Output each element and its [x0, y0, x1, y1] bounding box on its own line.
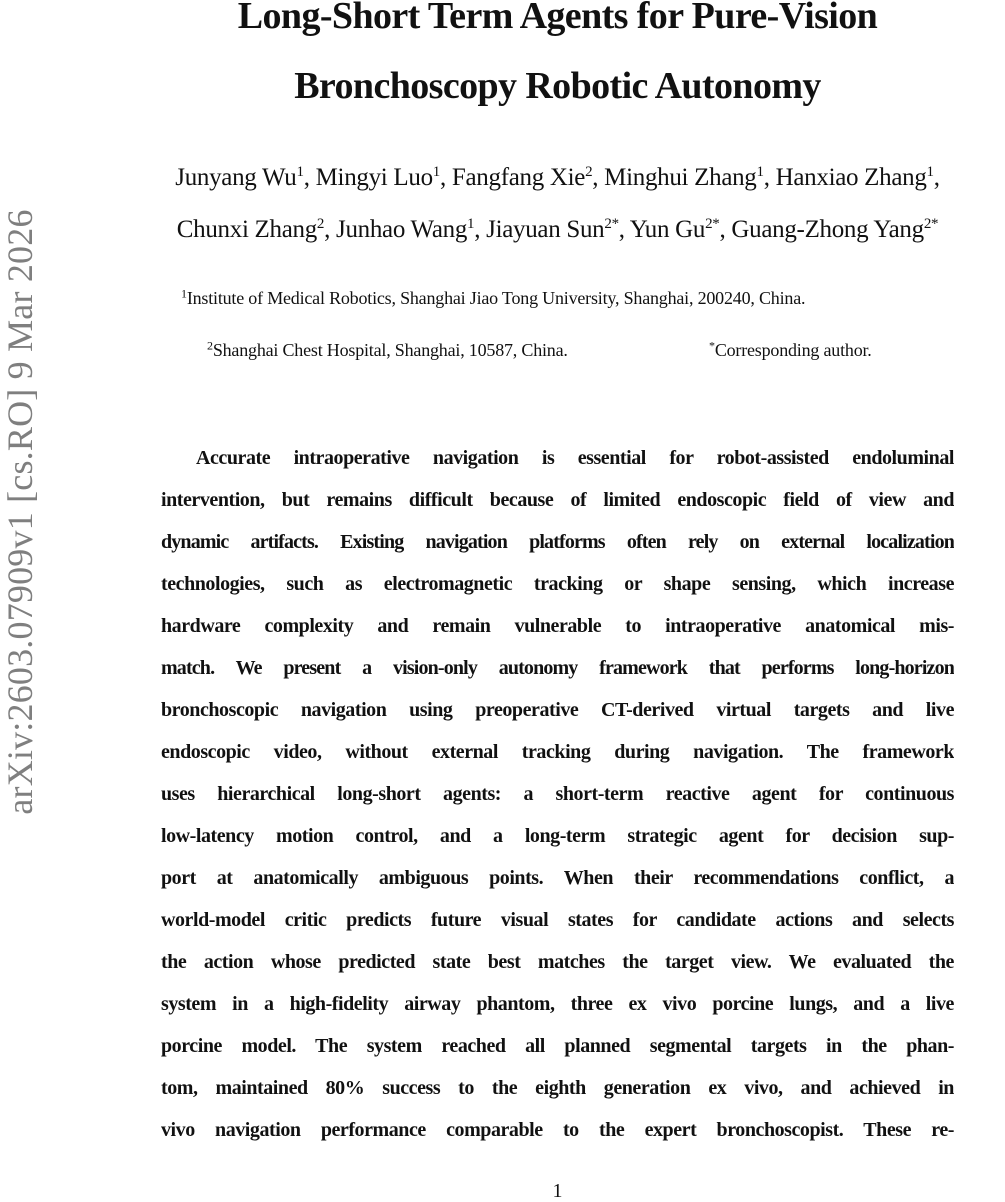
separator: , — [303, 164, 316, 191]
author-name: Yun Gu — [629, 216, 706, 243]
author-name: Jiayuan Sun — [486, 216, 605, 243]
author-list-line-2 — [0, 215, 1005, 245]
affiliation-mark: 2 — [585, 164, 593, 180]
arxiv-identifier-text: arXiv:2603.07909v1 [cs.RO] 9 Mar 2026 — [0, 209, 40, 815]
abstract-line: dynamic artifacts. Existing navigation platforms often rely on external localization — [161, 531, 954, 553]
affiliation-mark: 1 — [926, 164, 934, 180]
affiliation-mark: 1 — [756, 164, 764, 180]
abstract-line: low-latency motion control, and a long-term strategic agent for decision sup- — [161, 825, 954, 847]
separator: , — [592, 164, 605, 191]
affiliation-2 — [207, 339, 568, 361]
affiliation-mark: 2* — [604, 216, 619, 232]
author-name: Hanxiao Zhang — [775, 164, 927, 191]
abstract — [161, 437, 954, 1151]
abstract-line: uses hierarchical long-short agents: a short-term reactive agent for continuous — [161, 783, 954, 805]
author-name: Mingyi Luo — [315, 164, 433, 191]
affiliation-mark: 2 — [207, 338, 213, 353]
author-name: Guang-Zhong Yang — [731, 216, 924, 243]
abstract-line: endoscopic video, without external tracking during navigation. The framework — [161, 741, 954, 763]
abstract-line: the action whose predicted state best matches the target view. We evaluated the — [161, 951, 954, 973]
abstract-line: intervention, but remains difficult because of limited endoscopic field of view and — [161, 489, 954, 511]
page-number: 1 — [552, 1180, 563, 1202]
abstract-line: bronchoscopic navigation using preoperative CT-derived virtual targets and live — [161, 699, 954, 721]
affiliation-mark: 1 — [181, 286, 187, 301]
paper-title-line-1: Long-Short Term Agents for Pure-Vision — [237, 0, 878, 37]
abstract-line: match. We present a vision-only autonomy framework that performs long-horizon — [161, 657, 954, 679]
abstract-line: system in a high-fidelity airway phantom, three ex vivo porcine lungs, and a live — [161, 993, 954, 1015]
separator: , — [933, 164, 940, 191]
separator: , — [324, 216, 337, 243]
affiliation-mark: 2* — [923, 216, 939, 232]
affiliation-mark: 1 — [296, 164, 304, 180]
separator: , — [618, 216, 630, 243]
affiliation-mark: 2 — [316, 216, 325, 232]
separator: , — [474, 216, 487, 243]
separator: , — [439, 164, 452, 191]
separator: , — [719, 216, 732, 243]
abstract-line: world-model critic predicts future visual states for candidate actions and selects — [161, 909, 954, 931]
paper-title-line-2: Bronchoscopy Robotic Autonomy — [294, 65, 821, 107]
affiliation-mark: 1 — [432, 164, 440, 180]
abstract-line: technologies, such as electromagnetic tracking or shape sensing, which increase — [161, 573, 954, 595]
affiliation-mark: 1 — [467, 216, 475, 232]
author-name: Chunxi Zhang — [176, 216, 317, 243]
separator: , — [763, 164, 776, 191]
abstract-line: porcine model. The system reached all planned segmental targets in the phan- — [161, 1035, 954, 1057]
author-list-line-1 — [0, 163, 1005, 193]
author-name: Minghui Zhang — [604, 164, 757, 191]
abstract-line: tom, maintained 80% success to the eighth generation ex vivo, and achieved in — [161, 1077, 954, 1099]
affiliation-text: Shanghai Chest Hospital, Shanghai, 10587, China. — [212, 340, 568, 360]
affiliation-1 — [181, 287, 805, 309]
corresponding-text: Corresponding author. — [714, 340, 872, 360]
affiliation-text: Institute of Medical Robotics, Shanghai Jiao Tong University, Shanghai, 200240, China. — [186, 288, 806, 308]
corresponding-mark: * — [709, 338, 715, 353]
author-name: Junhao Wang — [336, 216, 468, 243]
abstract-line: port at anatomically ambiguous points. When their recommendations conflict, a — [161, 867, 954, 889]
corresponding-author-note — [709, 339, 872, 361]
abstract-line: vivo navigation performance comparable to the expert bronchoscopist. These re- — [161, 1119, 954, 1141]
abstract-line: Accurate intraoperative navigation is essential for robot-assisted endoluminal — [196, 447, 954, 469]
author-name: Junyang Wu — [175, 164, 297, 191]
author-name: Fangfang Xie — [451, 164, 586, 191]
abstract-line: hardware complexity and remain vulnerable to intraoperative anatomical mis- — [161, 615, 954, 637]
affiliation-mark: 2* — [705, 216, 720, 232]
